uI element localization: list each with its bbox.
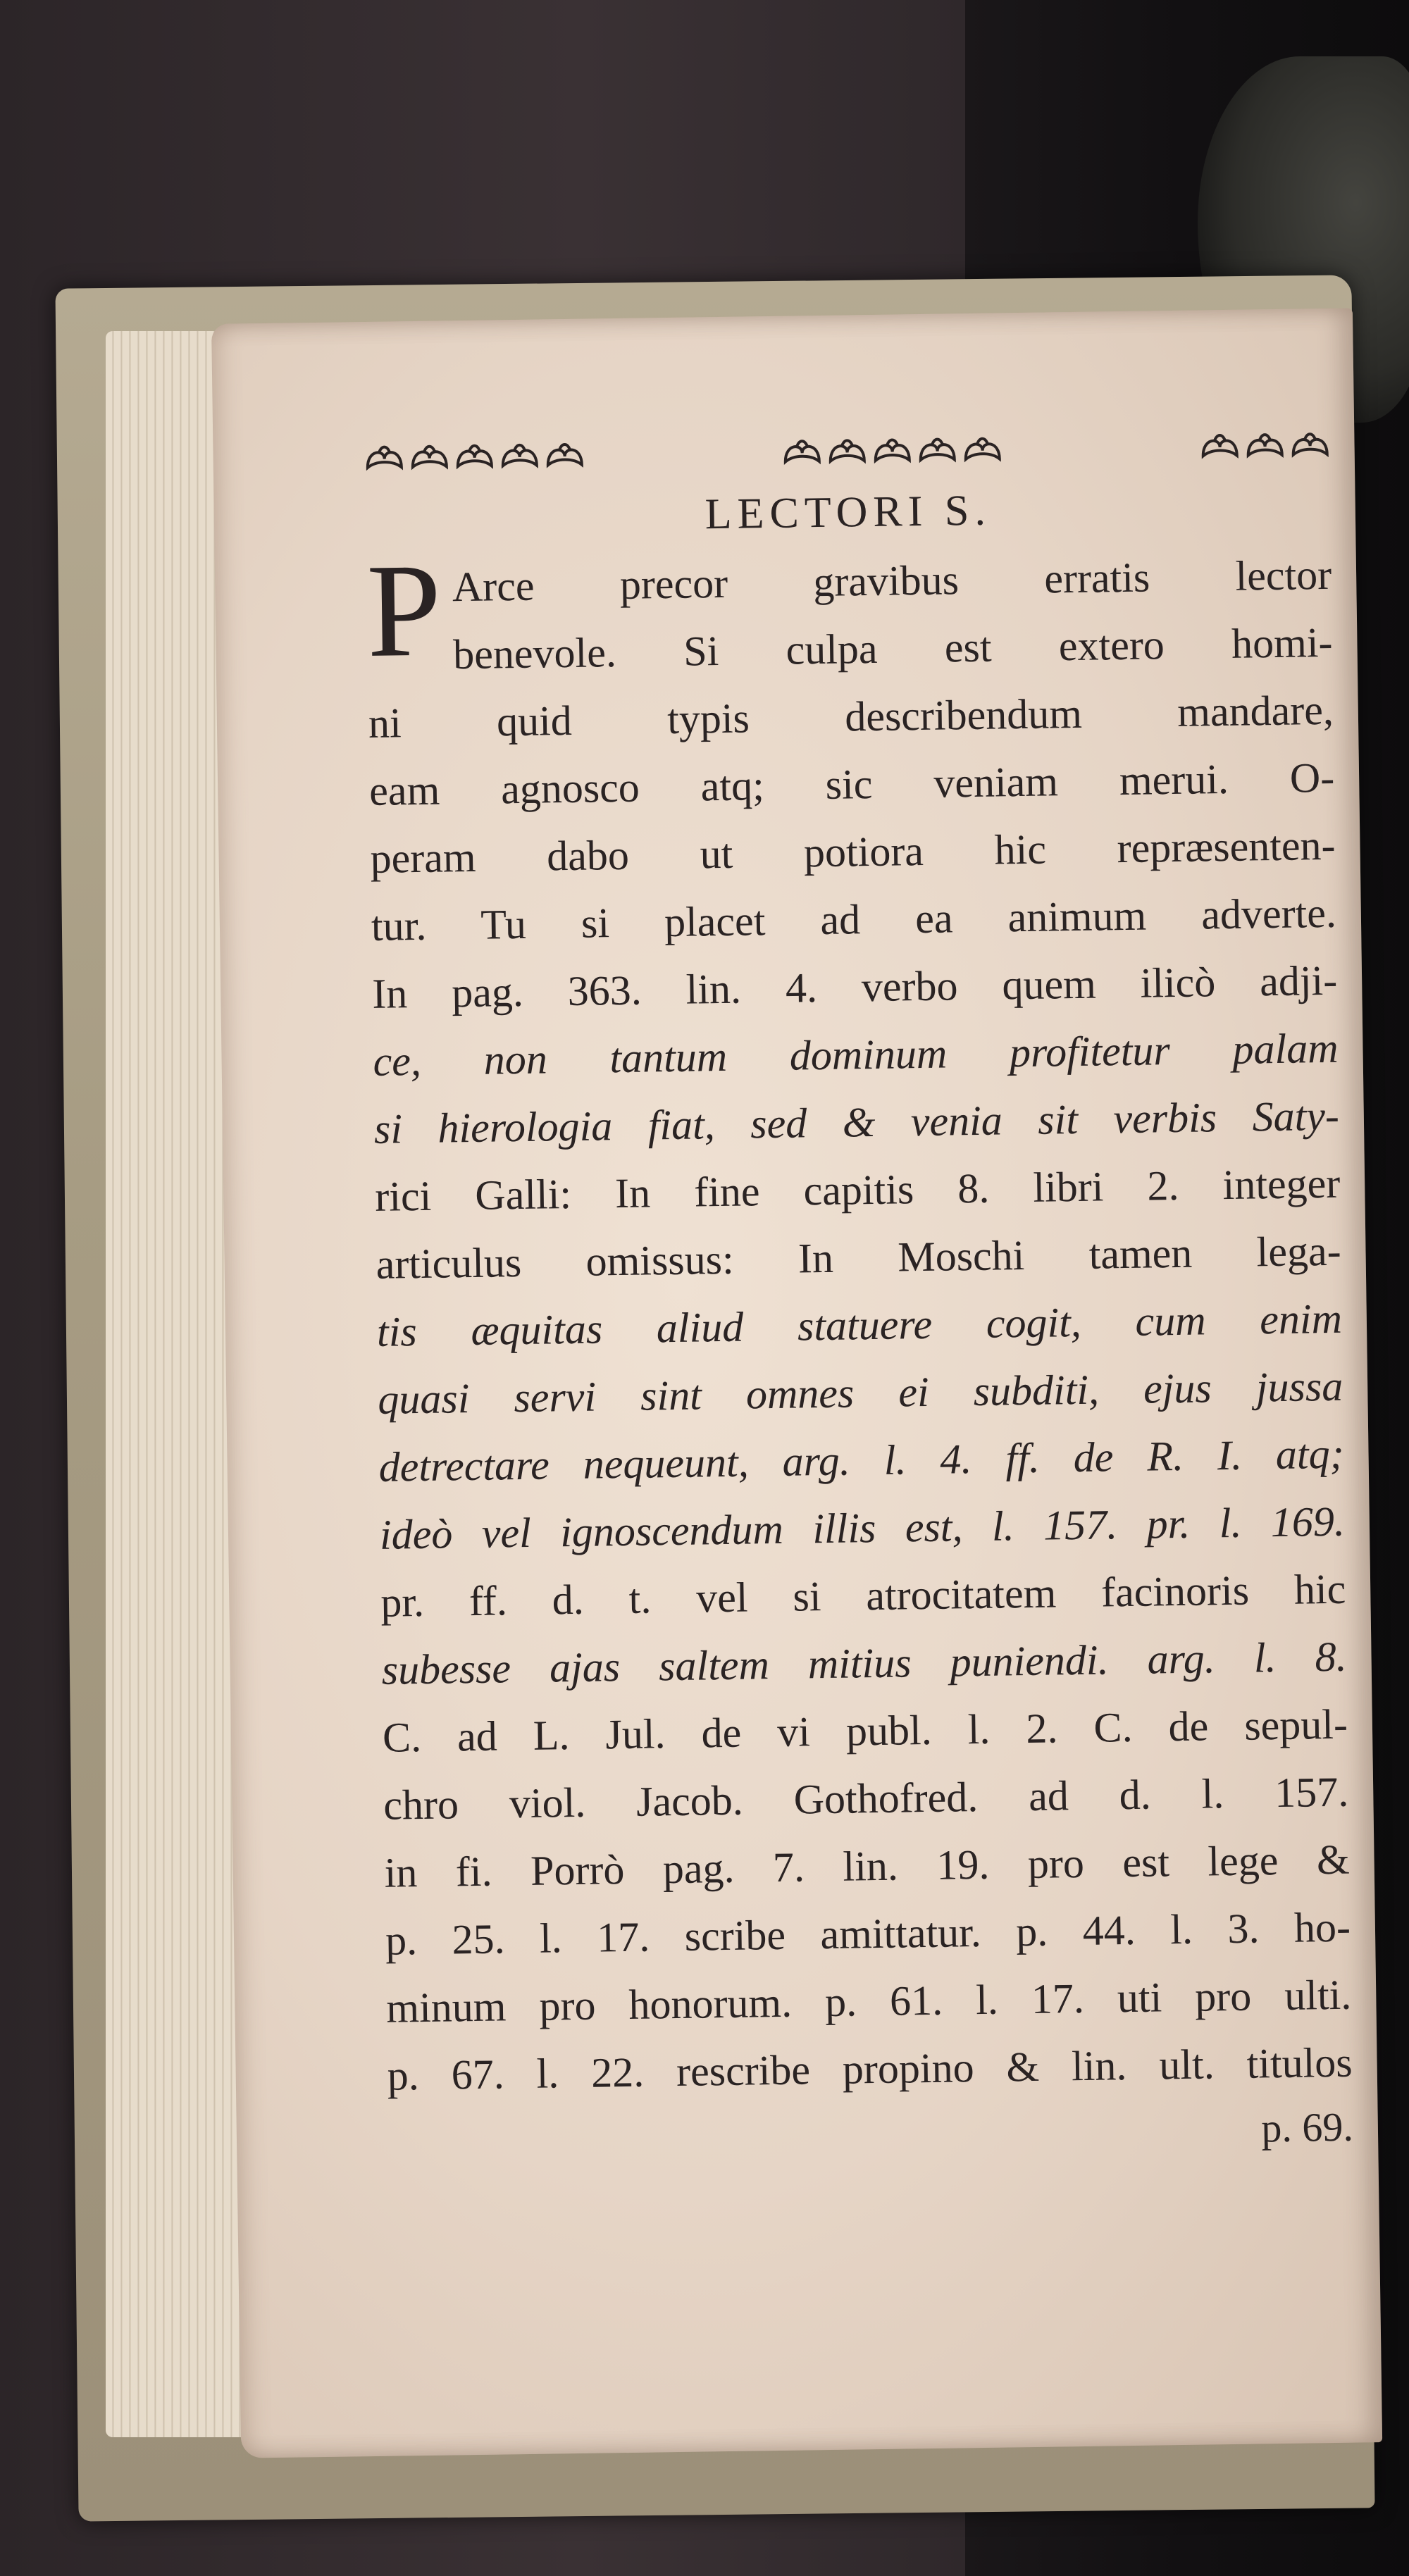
text-line: ce, non tantum dominum profitetur palam — [373, 1024, 1339, 1085]
text-line: tur. Tu si placet ad ea animum adverte. — [371, 889, 1337, 950]
fleuron-icon — [545, 437, 585, 477]
text-line: si hierologia fiat, sed & venia sit verbis Saty- — [373, 1092, 1340, 1152]
fleuron-icon — [917, 431, 957, 471]
errata-paragraph — [366, 536, 1353, 2110]
text-line: p. 25. l. 17. scribe amittatur. p. 44. l. 3. ho- — [385, 1903, 1351, 1964]
text-block — [364, 418, 1353, 2164]
text-line: ideò vel ignoscendum illis est, l. 157. pr. l. 169. — [379, 1498, 1346, 1558]
text-line: benevole. Si culpa est extero homi- — [452, 618, 1333, 678]
fleuron-icon — [872, 432, 912, 472]
fleuron-icon — [962, 430, 1003, 471]
headpiece-ornament — [364, 418, 1330, 487]
text-line: C. ad L. Jul. de vi publ. l. 2. C. de sepul- — [382, 1700, 1348, 1761]
fleuron-icon — [499, 437, 540, 478]
fleuron-icon — [1200, 428, 1240, 468]
page-heading: LECTORI S. — [704, 486, 992, 539]
text-line: pr. ff. d. t. vel si atrocitatem facinoris hic — [380, 1565, 1346, 1626]
text-line: detrectare nequeunt, arg. l. 4. ff. de R. I. atq; — [378, 1430, 1345, 1491]
text-line: rici Galli: In fine capitis 8. libri 2. integer — [374, 1159, 1341, 1220]
fleuron-icon — [782, 433, 822, 473]
fleuron-icon — [364, 439, 404, 479]
text-line: In pag. 363. lin. 4. verbo quem ilicò adji- — [371, 957, 1338, 1017]
text-line: in fi. Porrò pag. 7. lin. 19. pro est lege & — [384, 1836, 1351, 1896]
text-line: peram dabo ut potiora hic repræsenten- — [370, 821, 1336, 882]
text-line: Arce precor gravibus erratis lector — [452, 551, 1332, 611]
text-line: subesse ajas saltem mitius puniendi. arg. l. 8. — [381, 1633, 1348, 1693]
fleuron-icon — [454, 437, 495, 478]
ornament-group-right — [1200, 426, 1330, 468]
fleuron-icon — [409, 438, 449, 478]
text-line: tis æquitas aliud statuere cogit, cum enim — [376, 1295, 1343, 1355]
fleuron-icon — [827, 433, 867, 473]
catchword: p. 69. — [1260, 2103, 1354, 2151]
text-line: p. 67. l. 22. rescribe propino & lin. ult. titulos — [387, 2039, 1353, 2099]
text-line: minum pro honorum. p. 61. l. 17. uti pro ulti. — [385, 1971, 1352, 2031]
book-page — [211, 308, 1382, 2458]
ornament-group-middle — [782, 430, 1003, 473]
drop-cap: P — [366, 536, 442, 685]
text-line: eam agnosco atq; sic veniam merui. O- — [368, 754, 1335, 814]
fleuron-icon — [1290, 426, 1330, 466]
fleuron-icon — [1245, 427, 1285, 467]
text-line: chro viol. Jacob. Gothofred. ad d. l. 157. — [383, 1768, 1349, 1829]
text-line: quasi servi sint omnes ei subditi, ejus jussa — [377, 1362, 1343, 1423]
text-line: articulus omissus: In Moschi tamen lega- — [375, 1227, 1341, 1288]
ornament-group-left — [364, 437, 585, 479]
text-line: ni quid typis describendum mandare, — [368, 686, 1334, 747]
